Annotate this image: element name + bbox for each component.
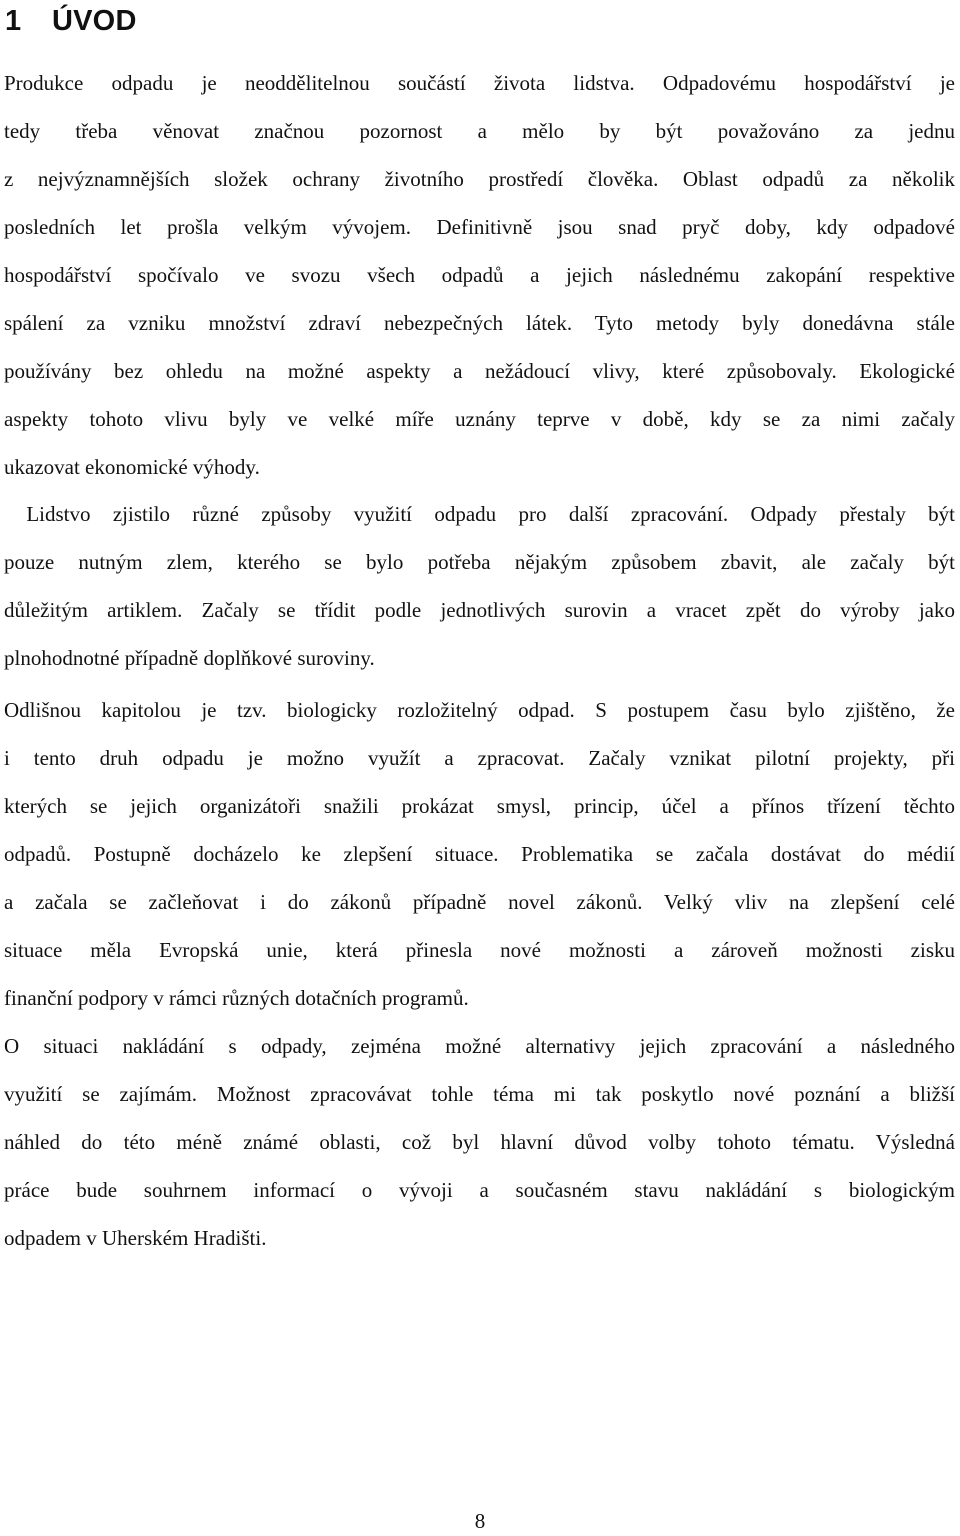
page-number: 8 [474, 1509, 486, 1533]
text-line: Produkce odpadu je neoddělitelnou součástí života lidstva. Odpadovému hospodářství je [4, 71, 955, 95]
text-line: i tento druh odpadu je možno využít a zpracovat. Začaly vznikat pilotní projekty, při [4, 746, 955, 770]
text-line: finanční podpory v rámci různých dotačních programů. [4, 986, 469, 1010]
chapter-title: ÚVOD [52, 5, 137, 37]
text-line: situace měla Evropská unie, která přinesla nové možnosti a zároveň možnosti zisku [4, 938, 955, 962]
text-line: práce bude souhrnem informací o vývoji a současném stavu nakládání s biologickým [4, 1178, 955, 1202]
text-line: a začala se začleňovat i do zákonů případně novel zákonů. Velký vliv na zlepšení celé [4, 890, 955, 914]
paragraph-biowaste [4, 686, 955, 1022]
text-line: posledních let prošla velkým vývojem. Definitivně jsou snad pryč doby, kdy odpadové [4, 215, 955, 239]
text-line: využití se zajímám. Možnost zpracovávat tohle téma mi tak poskytlo nové poznání a bližší [4, 1082, 955, 1106]
chapter-heading [5, 2, 137, 40]
text-line: aspekty tohoto vlivu byly ve velké míře uznány teprve v době, kdy se za nimi začaly [4, 407, 955, 431]
text-line: pouze nutným zlem, kterého se bylo potřeba nějakým způsobem zbavit, ale začaly být [4, 550, 955, 574]
paragraph-uses [4, 490, 955, 682]
paragraph-intro [4, 59, 955, 491]
text-line: náhled do této méně známé oblasti, což byl hlavní důvod volby tohoto tématu. Výsledná [4, 1130, 955, 1154]
text-line: tedy třeba věnovat značnou pozornost a mělo by být považováno za jednu [4, 119, 955, 143]
chapter-number: 1 [5, 5, 22, 37]
text-line: kterých se jejich organizátoři snažili prokázat smysl, princip, účel a přínos třízení těchto [4, 794, 955, 818]
text-line: odpadem v Uherském Hradišti. [4, 1226, 267, 1250]
text-line: hospodářství spočívalo ve svozu všech odpadů a jejich následnému zakopání respektive [4, 263, 955, 287]
text-line: spálení za vzniku množství zdraví nebezpečných látek. Tyto metody byly donedávna stále [4, 311, 955, 335]
text-line: odpadů. Postupně docházelo ke zlepšení situace. Problematika se začala dostávat do médií [4, 842, 955, 866]
text-line: z nejvýznamnějších složek ochrany životního prostředí člověka. Oblast odpadů za několik [4, 167, 955, 191]
text-line: ukazovat ekonomické výhody. [4, 455, 260, 479]
text-line: Lidstvo zjistilo různé způsoby využití odpadu pro další zpracování. Odpady přestaly být [4, 502, 955, 526]
paragraph-motivation [4, 1022, 955, 1262]
text-line: plnohodnotné případně doplňkové suroviny. [4, 646, 375, 670]
text-line: O situaci nakládání s odpady, zejména možné alternativy jejich zpracování a následného [4, 1034, 955, 1058]
text-line: důležitým artiklem. Začaly se třídit podle jednotlivých surovin a vracet zpět do výroby jako [4, 598, 955, 622]
text-line: Odlišnou kapitolou je tzv. biologicky rozložitelný odpad. S postupem času bylo zjištěno, že [4, 698, 955, 722]
text-line: používány bez ohledu na možné aspekty a nežádoucí vlivy, které způsobovaly. Ekologické [4, 359, 955, 383]
